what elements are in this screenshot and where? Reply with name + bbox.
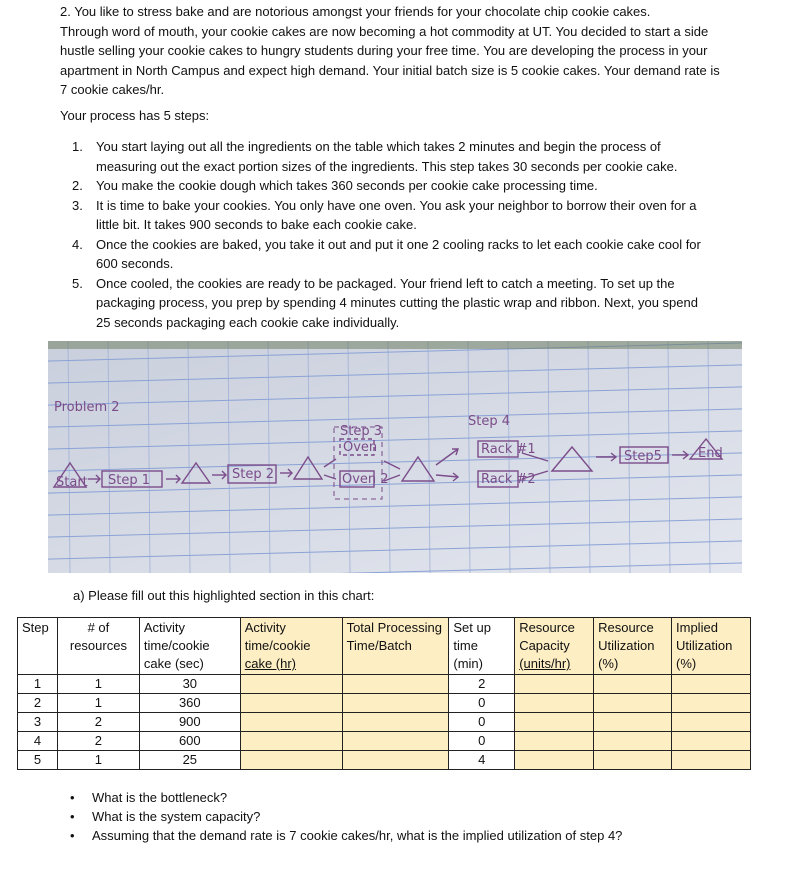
col-activity-hr: Activity time/cookie cake (hr) [240, 618, 342, 675]
step-item: 4. Once the cookies are baked, you take it out and put it one 2 cooling racks to let each cookie cake cool for 600 seconds. [72, 236, 701, 271]
input-cell[interactable] [594, 732, 672, 751]
table-row: 3 2 900 0 [18, 713, 751, 732]
input-cell[interactable] [672, 732, 751, 751]
part-a-instruction: a) Please fill out this highlighted section in this chart: [73, 588, 375, 603]
input-cell[interactable] [672, 675, 751, 694]
sketch-title: Problem 2 [54, 400, 120, 415]
col-step: Step [18, 618, 58, 675]
input-cell[interactable] [240, 675, 342, 694]
table-header-row [18, 618, 751, 675]
table-row: 5 1 25 4 [18, 751, 751, 770]
sketch-rack-2: Rack #2 [481, 472, 536, 487]
input-cell[interactable] [342, 694, 449, 713]
input-cell[interactable] [515, 694, 594, 713]
input-cell[interactable] [342, 751, 449, 770]
sketch-oven-1: Oven [343, 440, 378, 455]
col-total-processing: Total Processing Time/Batch [342, 618, 449, 675]
steps-list [60, 137, 710, 332]
input-cell[interactable] [240, 732, 342, 751]
step-item: 5. Once cooled, the cookies are ready to be packaged. Your friend left to catch a meeting. To set up the packaging process, you prep by spending 4 minutes cutting the plastic wrap and ribbon. Next, you spend 25 seconds packaging each cookie cake individually. [72, 275, 698, 330]
sketch-rack-1: Rack #1 [481, 442, 536, 457]
input-cell[interactable] [672, 694, 751, 713]
questions-list [70, 788, 630, 845]
sketch-step4: Step 4 [468, 414, 511, 429]
col-resource-utilization: Resource Utilization (%) [594, 618, 672, 675]
sketch-step1: Step 1 [108, 473, 151, 488]
question-item: • What is the bottleneck? [70, 788, 630, 807]
input-cell[interactable] [594, 675, 672, 694]
sketch-step5: Step5 [624, 449, 662, 464]
col-setup: Set up time (min) [449, 618, 515, 675]
step-item: 2. You make the cookie dough which takes 360 seconds per cookie cake processing time. [72, 178, 598, 193]
input-cell[interactable] [672, 713, 751, 732]
input-cell[interactable] [594, 713, 672, 732]
input-cell[interactable] [515, 751, 594, 770]
input-cell[interactable] [240, 694, 342, 713]
input-cell[interactable] [240, 751, 342, 770]
sketch-step3: Step 3 [340, 424, 383, 439]
table-row: 1 1 30 2 [18, 675, 751, 694]
step-item: 1. You start laying out all the ingredients on the table which takes 2 minutes and begin the process of measuring out the exact portion sizes of the ingredients. This step takes 30 seconds per cookie cake. [72, 139, 678, 174]
input-cell[interactable] [342, 675, 449, 694]
step-item: 3. It is time to bake your cookies. You only have one oven. You ask your neighbor to borrow their oven for a little bit. It takes 900 seconds to bake each cookie cake. [72, 197, 697, 232]
input-cell[interactable] [515, 675, 594, 694]
sketch-start: Start [56, 475, 88, 490]
problem-body: Through word of mouth, your cookie cakes are now becoming a hot commodity at UT. You decided to start a side hustle selling your cookie cakes to hungry students during your free time. You are developing the process in your apartment in North Campus and expect high demand. Your initial batch size is 5 cookie cakes. Your demand rate is 7 cookie cakes/hr. [60, 23, 720, 97]
input-cell[interactable] [342, 732, 449, 751]
problem-lead: 2. You like to stress bake and are notorious amongst your friends for your chocolate chip cookie cakes. [60, 4, 651, 19]
input-cell[interactable] [594, 694, 672, 713]
table-row: 4 2 600 0 [18, 732, 751, 751]
question-item: • Assuming that the demand rate is 7 cookie cakes/hr, what is the implied utilization of step 4? [70, 826, 630, 845]
input-cell[interactable] [342, 713, 449, 732]
input-cell[interactable] [594, 751, 672, 770]
col-activity-sec: Activity time/cookie cake (sec) [139, 618, 240, 675]
question-item: • What is the system capacity? [70, 807, 630, 826]
col-implied-utilization: Implied Utilization (%) [672, 618, 751, 675]
sketch-step2: Step 2 [232, 467, 275, 482]
input-cell[interactable] [515, 713, 594, 732]
col-capacity: Resource Capacity (units/hr) [515, 618, 594, 675]
col-resources: # of resources [57, 618, 139, 675]
process-chart-table [17, 617, 751, 770]
sketch-oven-2: Oven 2 [342, 472, 389, 487]
problem-intro [60, 2, 720, 100]
input-cell[interactable] [240, 713, 342, 732]
sketch-end: End [698, 446, 723, 461]
steps-heading: Your process has 5 steps: [60, 108, 210, 123]
input-cell[interactable] [515, 732, 594, 751]
process-flow-sketch-photo [48, 341, 742, 573]
input-cell[interactable] [672, 751, 751, 770]
table-row: 2 1 360 0 [18, 694, 751, 713]
